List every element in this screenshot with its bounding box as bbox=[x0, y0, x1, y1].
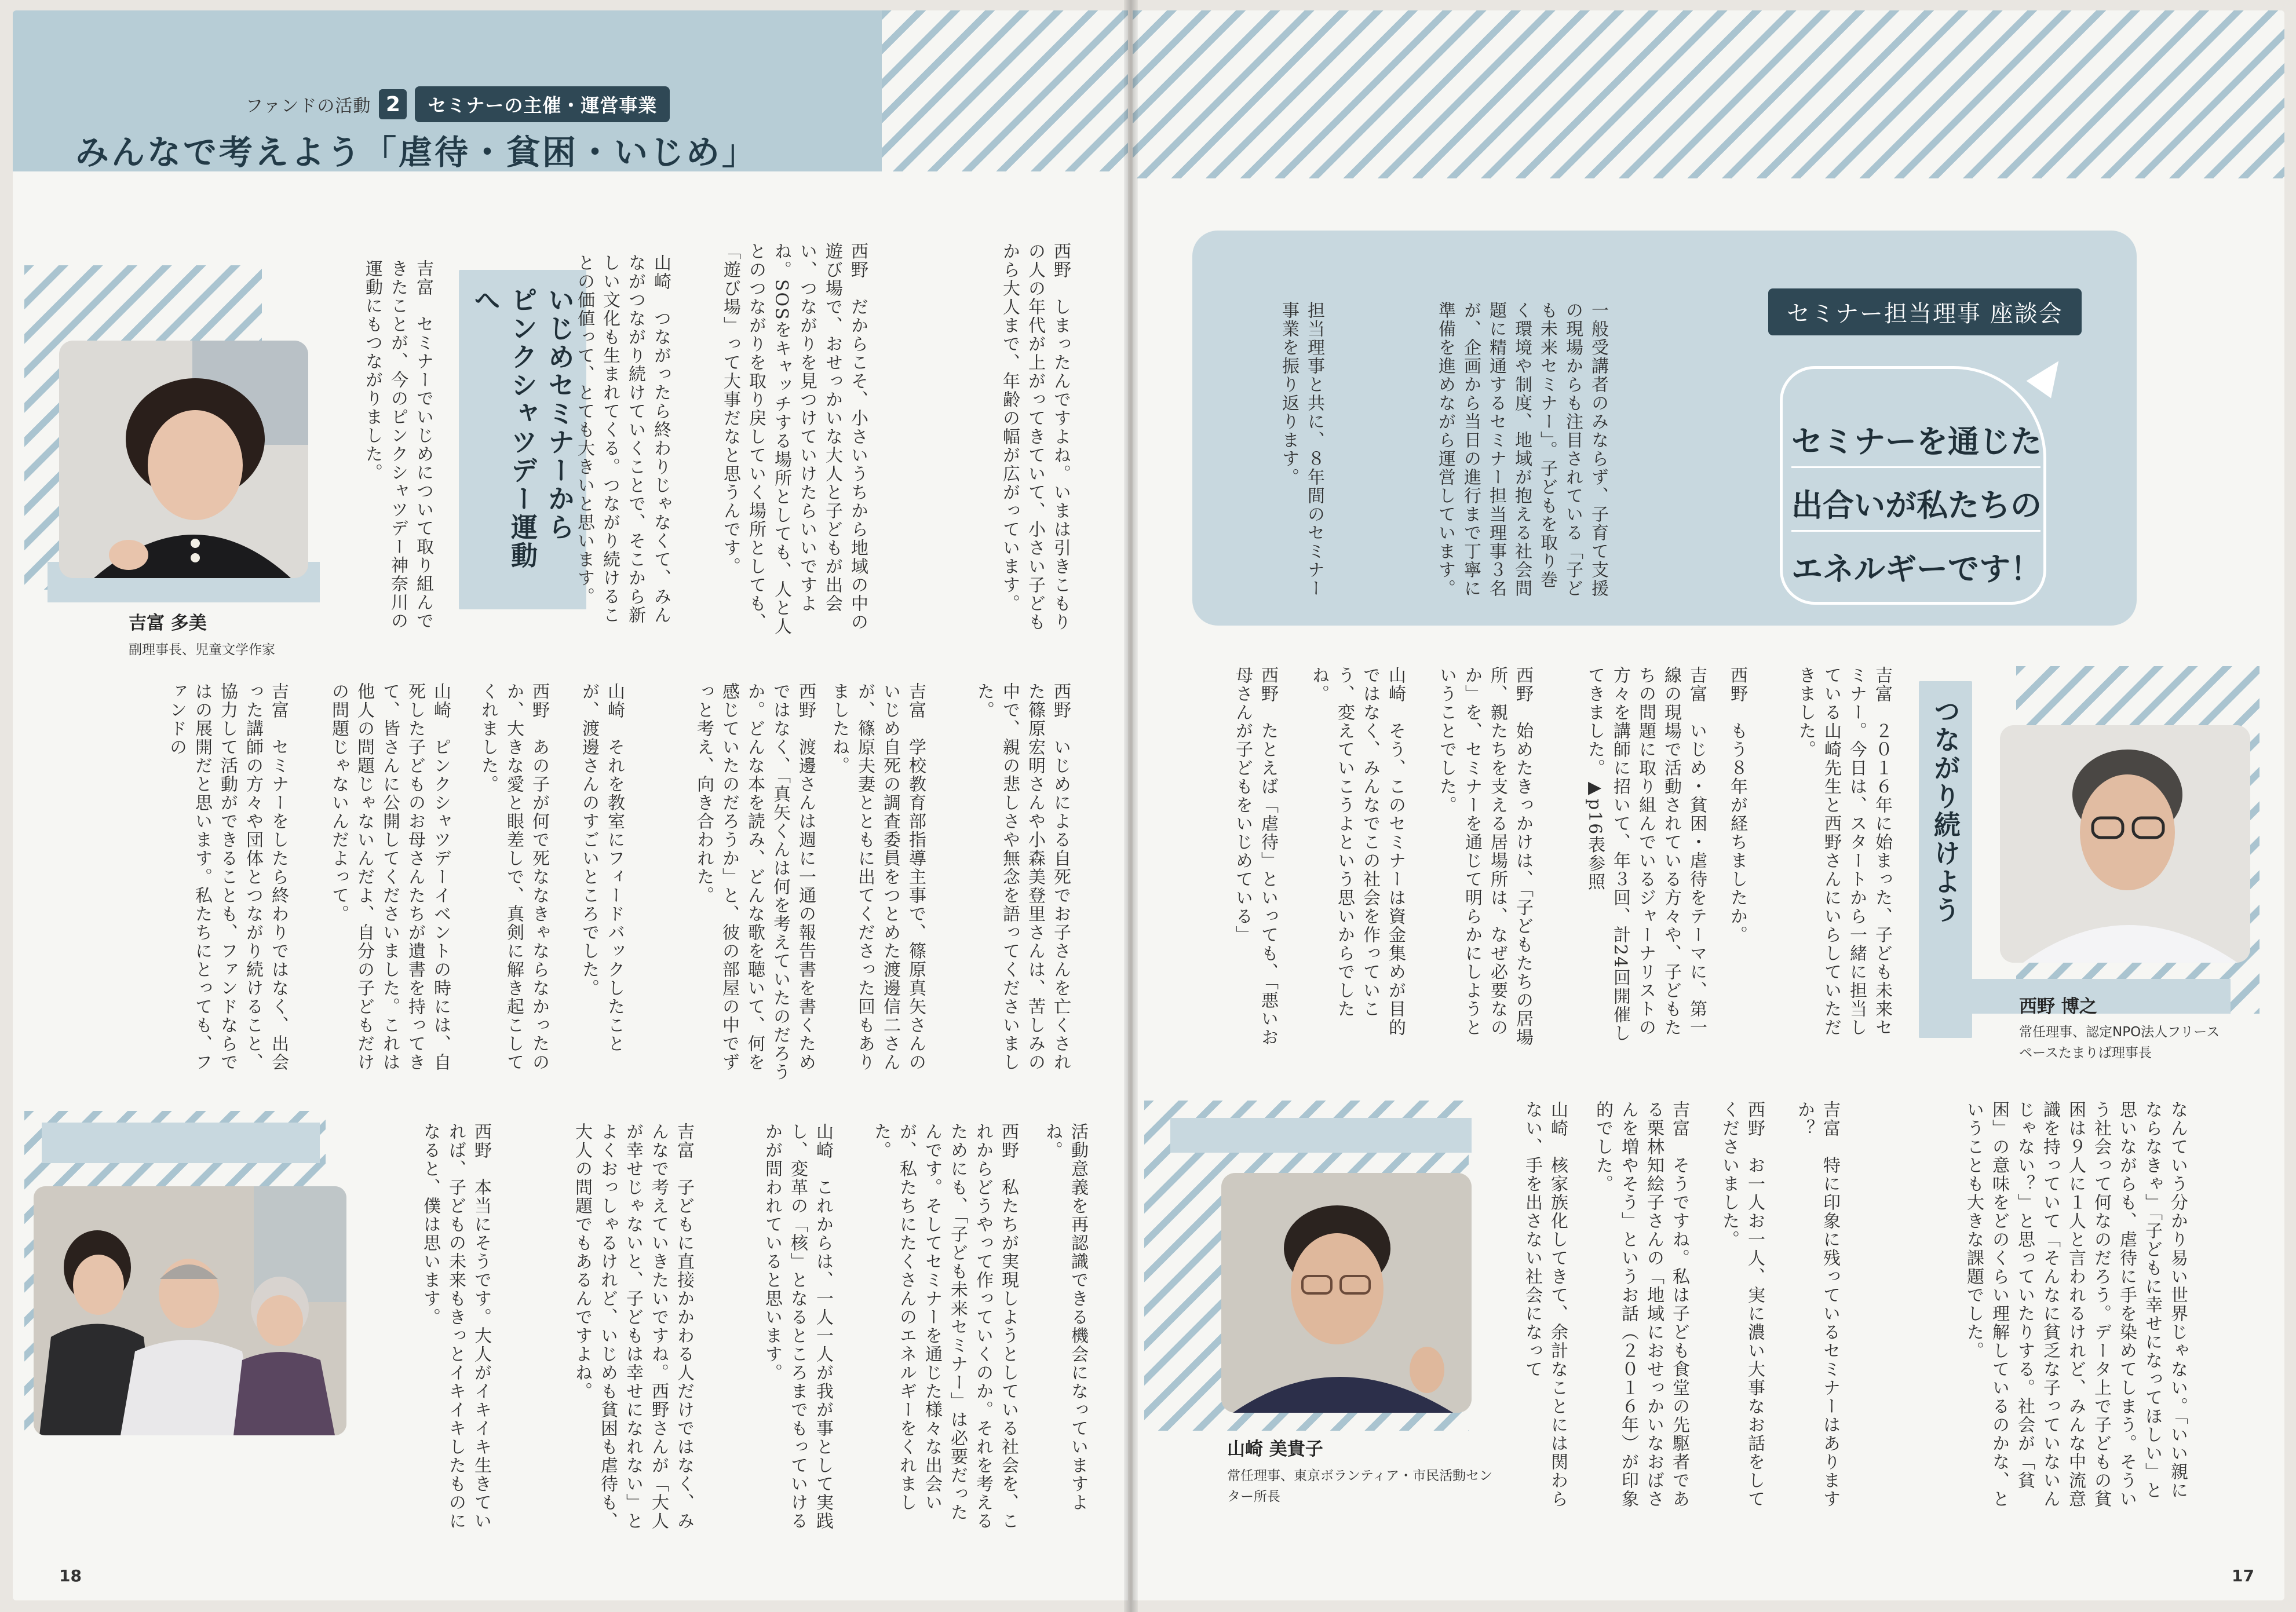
text-col: 西野 だからこそ、小さいうちから地域の中の遊び場で、おせっかいな大人と子どもが出会い、つながりを見つけていけたらいいですよね。SOSをキャッチする場所としても、人と人とのつながりを取り戻していく場所としても、「遊び場」って大事だなと思うんです。 bbox=[720, 242, 868, 636]
group-photo-block-deco bbox=[42, 1123, 320, 1163]
text-col: 山崎 これからは、一人一人が我が事として実践し、変革の「核」となるところまでもっていけるかが問われていると思います。 bbox=[762, 1123, 833, 1530]
yoshitomi-name: 吉富 多美 bbox=[129, 613, 207, 634]
yoshitomi-photo bbox=[59, 341, 308, 578]
text-col: 山崎 ピンクシャツデーイベントの時には、自死した子どものお母さんたちが遺書を持ってきて、皆さんに公開してくださいました。これは他人の問題じゃないんだよ、自分の子どもだけの問題じゃないんだよって。 bbox=[328, 682, 451, 1072]
headline-line-1: セミナーを通じた bbox=[1791, 423, 2042, 460]
kicker-label: ファンドの活動 bbox=[246, 96, 371, 116]
text-col: 吉富 学校教育部指導主事で、篠原真矢さんのいじめ自死の調査委員をつとめた渡邊信二さんが、篠原夫妻とともに出てくださった回もありましたね。 bbox=[829, 682, 926, 1072]
yamazaki-photo bbox=[1221, 1173, 1472, 1413]
subhead-pink-shirt: いじめセミナーから ピンクシャツデー運動へ bbox=[459, 270, 586, 609]
headline-rule bbox=[1791, 466, 2041, 468]
group-photo bbox=[34, 1186, 346, 1435]
text-col: 山崎 核家族化してきて、余計なことには関わらない、手を出さない社会になって bbox=[1522, 1101, 1568, 1508]
text-col: 山崎 それを教室にフィードバックしたことが、渡邊さんのすごいところでした。 bbox=[579, 682, 625, 1053]
nishino-role: 常任理事、認定NPO法人フリースペースたまりば理事長 bbox=[2019, 1025, 2220, 1061]
text-col: 西野 本当にそうです。大人がイキイキ生きていれば、子どもの未来もきっとイキイキしたものになると、僕は思います。 bbox=[420, 1123, 491, 1530]
portrait-photo-icon bbox=[59, 341, 308, 578]
intro-text: 担当理事と共に、８年間のセミナー事業を振り返ります。 bbox=[1279, 301, 1324, 598]
text-col: 活動意義を再認識できる機会になっていますよね。 bbox=[1042, 1123, 1088, 1512]
nishino-photo bbox=[2000, 725, 2250, 963]
nishino-name: 西野 博之 bbox=[2019, 996, 2097, 1017]
section-kicker bbox=[246, 87, 670, 122]
text-col: 西野 あの子が何で死ななきゃならなかったのか、大きな愛と眼差しで、真剣に解き起こしてくれました。 bbox=[478, 682, 549, 1072]
portrait-photo-icon bbox=[1221, 1173, 1472, 1413]
text-col: 西野 もう８年が経ちましたか。 bbox=[1727, 666, 1747, 944]
text-col: 吉富 セミナーでいじめについて取り組んできたことが、今のピンクシャツデー神奈川の運動にもつながりました。 bbox=[362, 259, 433, 630]
spine-shadow bbox=[1124, 0, 1138, 1612]
text-col: 吉富 セミナーをしたら終わりではなく、出会った講師の方々や団体とつながり続けること、協力して活動ができることも、ファンドならではの展開だと思います。私たちにとっても、ファンドの bbox=[166, 682, 289, 1072]
intro-text: 一般受講者のみならず、子育て支援の現場からも注目されている「子ども未来セミナー」。子どもを取り巻く環境や制度、地域が抱える社会問題に精通するセミナー担当理事３名が、企画から当日の進行まで丁寧に準備を進めながら運営しています。 bbox=[1435, 301, 1608, 598]
text-col: 吉富 そうですね。私は子ども食堂の先駆者である栗林知絵子さんの「地域におせっかいなおばさんを増やそう」というお話（２０１６年）が印象的でした。 bbox=[1593, 1101, 1689, 1508]
text-col: 吉富 子どもに直接かかわる人だけではなく、みんなで考えていきたいですね。西野さんが「大人が幸せじゃないと、子どもは幸せになれない」とよくおっしゃるけれど、いじめも貧困も虐待も、大人の問題でもあるんですよね。 bbox=[572, 1123, 694, 1530]
header-stripes bbox=[882, 10, 1128, 171]
text-col: なんていう分かり易い世界じゃない。「いい親にならなきゃ」「子どもに幸せになってほしい」と思いながらも、虐待に手を染めてしまう。そういう社会って何なのだろう。データ上で子どもの貧困は９人に１人と言われるけれど、みんな中流意識を持っていて「そんなに貧乏な子っていないんじゃない？」と思っていたりする。社会が「貧困」の意味をどのくらい理解しているのかな、ということも大きな課題でした。 bbox=[1963, 1101, 2188, 1508]
headline-line-3: エネルギーです！ bbox=[1791, 551, 2042, 587]
page-number: 18 bbox=[59, 1566, 82, 1585]
yamazaki-role: 常任理事、東京ボランティア・市民活動センター所長 bbox=[1227, 1468, 1493, 1504]
yoshitomi-role: 副理事長、児童文学作家 bbox=[129, 642, 275, 657]
text-col: 西野 しまったんですよね。いまは引きこもりの人の年代が上がってきていて、小さい子どもから大人まで、年齢の幅が広がっています。 bbox=[999, 242, 1071, 631]
group-photo-icon bbox=[34, 1186, 346, 1435]
text-col: 吉富 ２０１６年に始まった、子ども未来セミナー。今日は、スタートから一緒に担当している山崎先生と西野さんにいらしていただきました。 bbox=[1795, 666, 1892, 1037]
kicker-pill: セミナーの主催・運営事業 bbox=[415, 86, 670, 122]
text-col: 山崎 そう、このセミナーは資金集めが目的ではなく、みんなでこの社会を作っていこう、変えていこうよという思いからでしたね。 bbox=[1309, 666, 1406, 1037]
yamazaki-name: 山崎 美貴子 bbox=[1227, 1439, 1323, 1460]
text-col: 西野 お一人お一人、実に濃い大事なお話をしてくださいました。 bbox=[1719, 1101, 1765, 1508]
text-col: 吉富 特に印象に残っているセミナーはありますか？ bbox=[1794, 1101, 1840, 1508]
yamazaki-block-deco bbox=[1170, 1118, 1472, 1153]
portrait-photo-icon bbox=[2000, 725, 2250, 963]
text-col: 吉富 いじめ・貧困・虐待をテーマに、第一線の現場で活動されている方々や、子どもたちの問題に取り組んでいるジャーナリストの方々を講師に招いて、年３回、計24回開催してきました。▶p16表参照 bbox=[1585, 666, 1707, 1043]
text-col: 西野 たとえば「虐待」といっても、「悪いお母さんが子どもをいじめている」 bbox=[1232, 666, 1278, 1047]
text-col: 西野 始めたきっかけは、「子どもたちの居場所、親たちを支える居場所は、なぜ必要なのか」を、セミナーを通じて明らかにしようということでした。 bbox=[1436, 666, 1533, 1047]
text-col: 西野 いじめによる自死でお子さんを亡くされた篠原宏明さんや小森美登里さんは、苦しみの中で、親の悲しさや無念を語ってくださいました。 bbox=[974, 682, 1071, 1072]
text-col: 西野 渡邊さんは週に一通の報告書を書くためではなく、「真矢くんは何を考えていたのだろうか。どんな本を読み、どんな歌を聴いて、何を感じていたのだろうか」と、彼の部屋の中でずっと考え、向き合われた。 bbox=[693, 682, 816, 1081]
text-col: 山崎 つながったら終わりじゃなくて、みんながつながり続けていくことで、そこから新しい文化も生まれてくる。つながり続けることの価値って、とても大きいと思います。 bbox=[574, 254, 671, 624]
subhead-keep-connected: つながり続けよう bbox=[1919, 681, 1972, 1038]
text-col: 西野 私たちが実現しようとしている社会を、これからどうやって作っていくのか。それを考えるためにも、「子ども未来セミナー」は必要だったんです。そしてセミナーを通じた様々な出会いが、私たちにたくさんのエネルギーをくれました。 bbox=[871, 1123, 1019, 1530]
headline-line-2: 出合いが私たちの bbox=[1791, 487, 2042, 524]
kicker-number: 2 bbox=[379, 89, 407, 119]
roundtable-badge: セミナー担当理事 座談会 bbox=[1768, 288, 2082, 335]
page-title: みんなで考えよう「虐待・貧困・いじめ」 bbox=[75, 133, 758, 172]
left-page bbox=[13, 10, 1128, 1600]
headline-rule bbox=[1791, 530, 2041, 532]
page-number: 17 bbox=[2232, 1566, 2254, 1585]
header-stripes bbox=[1133, 10, 2284, 178]
